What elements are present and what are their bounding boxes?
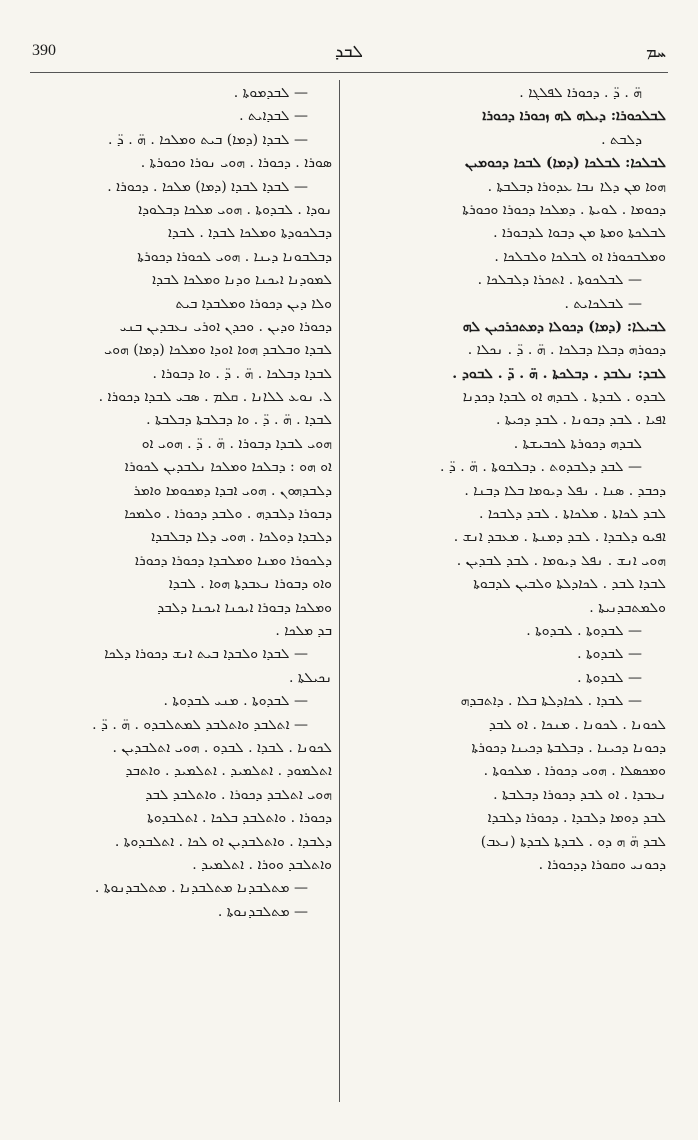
text-line: ܕܟܘܢܝ ܘܩܘܪܐ ܕܕܟܘܪܐ .	[538, 856, 666, 873]
text-line: ܠܟܘܢܐ . ܠܟܘܢܐ . ܡܢܟܐ . ܐܘ ܠܒܕ	[488, 716, 666, 733]
text-line: ܘܠܡܬܒܕܢܝܬܐ .	[589, 599, 666, 616]
text-line: ܐܦܝܘ ܕܠܒܕܐ . ܠܒܕ ܕܡܢܬܐ . ܡܥܒܕ ܐܢܫ .	[453, 529, 666, 546]
text-line: ܢܘܕܐ . ܠܒܕܘܬܐ . ܗܘܝ ܡܠܟܐ ܕܒܠܘܕܐ	[138, 201, 332, 218]
text-line: ܠܡܘܕܢܐ ܐܝܟܢܐ ܘܕܢܐ ܘܡܠܟܐ ܠܒܕܐ	[152, 272, 332, 289]
text-line: ܕܟܘܡܐ . ܠܘܝܬܐ . ܕܡܠܟܐ ܕܟܘܪܐ ܘܟܘܪܬܐ	[462, 201, 666, 218]
text-line: ܘܡܟܣܠܐ . ܗܘܝ ܕܟܘܪܐ . ܡܠܟܘܬܐ .	[483, 763, 666, 780]
text-line: — ܡܬܠܒܕܢܘܬܐ .	[217, 903, 308, 920]
text-line: ܕܟܘܢܐ ܕܟܝܢܐ . ܕܒܠܒܬܐ ܕܟܝܢܐ ܕܟܘܪܬܐ	[471, 739, 666, 756]
column-divider	[339, 80, 340, 1102]
text-line: — ܠܒܕܡܘܬܐ .	[233, 85, 308, 101]
text-line: ܠܒܕܐ ܠܒܕ . ܠܟܐܕܠܬܐ ܘܠܒܝܢ ܠܕܒܘܬܐ	[473, 576, 666, 593]
left-column	[30, 82, 332, 924]
text-line: ܣܘܪܐ . ܕܟܘܪܐ . ܗܘܝ ܢܘܪܐ ܘܟܘܪܬܐ .	[140, 155, 332, 172]
text-line: — ܠܒܕܐ ܠܒܕܐ (ܕܡܐ) ܡܠܟܐ . ܕܟܘܪܐ .	[107, 178, 308, 195]
text-line: — ܠܒܕܐ (ܕܡܐ) ܒܝܬ ܘܡܠܟܐ . ܗ̈ . ܕ̈ .	[108, 131, 308, 148]
text-line: — ܠܒܕܘܬܐ .	[577, 646, 642, 663]
text-line: ܗܘܐ ܡܢ ܕܠܐ ܢܒܐ ܥܕܘܪܐ ܕܒܠܒܬܐ .	[487, 178, 666, 195]
text-line: ܗ̈ . ܕ̈ . ܕܟܘܪܐ ܠܦܠܓܐ .	[519, 85, 642, 101]
text-line: ܐܘ ܗܘ : ܕܒܠܟܐ ܘܡܠܟܐ ܢܠܒܕܝܢ ܠܟܘܪܐ	[124, 459, 332, 476]
text-line: ܘܠܐ ܕܝܢ ܕܟܘܪܐ ܘܡܠܒܕܐ ܒܝܬ	[175, 295, 332, 312]
text-line: ܘܐܘ ܕܒܘܪܐ ܢܥܒܕܬܐ ܗܘܐ . ܠܒܕܐ	[168, 576, 332, 593]
text-line: — ܠܒܕܘܬܐ . ܡܢܝ ܠܒܕܘܬܐ .	[163, 693, 308, 710]
text-line: ܘܡܠܒܟܘܪܐ ܐܘ ܠܒܠܟܐ ܘܠܒܠܟܐ .	[494, 248, 666, 265]
page-number: 390	[32, 42, 56, 59]
text-line: ܠܒܕܐ ܕܒܠܟܐ . ܗ̈ . ܕ̈ . ܘܐ ܕܒܘܪܐ .	[152, 365, 332, 382]
text-line: ܠܒܕܘ . ܠܒܕܬܐ . ܠܒܕܗ ܐܘ ܠܒܕܐ ܕܟܕܢܐ	[462, 389, 666, 406]
text-line: ܢܟܝܠܬܐ .	[289, 669, 332, 686]
text-line: ܕܠܒܕܗܘܢ . ܗܘܝ ܐܒܕܐ ܕܡܟܘܡܐ ܘܐܡܪ	[133, 482, 332, 499]
page-header	[32, 42, 666, 66]
text-line: — ܐܬܠܒܕ ܘܐܬܠܒܕ ܠܡܬܠܒܕܘ . ܗ̈ . ܕ̈ .	[92, 716, 308, 733]
text-line: ܕܠܒܕܐ . ܘܐܬܠܒܕܝܢ ܐܘ ܠܟܐ . ܐܬܠܒܕܘܬܐ .	[114, 833, 332, 850]
text-line: ܠܒܕܐ ܘܒܠܒܕ ܗܘܐ ܐܘܕܐ ܘܡܠܟܐ (ܕܡܐ) ܗܘܝ	[104, 342, 332, 359]
text-line: — ܠܒܕܘܬܐ . ܠܒܕܘܬܐ .	[526, 622, 642, 639]
text-line: — ܠܒܠܟܘܬܐ . ܐܬܟܪܐ ܕܠܒܠܟܐ .	[477, 272, 642, 289]
text-line: ܗܘܝ ܠܒܕܐ ܕܒܘܪܐ . ܗ̈ . ܕ̈ . ܗܘܝ ܐܘ	[141, 435, 332, 452]
right-column	[348, 82, 666, 877]
entry-headword-line: ܠܒܠܟܐ: ܠܒܠܟܐ (ܕܡܐ) ܠܒܟܐ ܕܟܘܡܝܢ	[465, 155, 666, 172]
text-line: ܢܥܒܕܐ . ܐܘ ܠܒܕ ܕܟܘܪܐ ܕܒܠܒܬܐ .	[493, 786, 666, 803]
text-line: ܐܦܝܐ . ܠܒܕ ܕܒܘܢܐ . ܠܒܕ ܕܟܝܬܐ .	[495, 412, 666, 429]
text-line: ܠܒܕܗ ܕܟܘܪܬܐ ܠܟܒܝܫܬܐ .	[513, 435, 642, 452]
entry-headword-line: ܠܒܠܟܘܪܐ: ܕܝܠܗ ܠܗ ܙܟܘܪܐ ܕܟܘܪܐ	[482, 108, 666, 125]
text-line: — ܡܬܠܒܕܢܐ ܡܬܠܒܕܢܐ . ܡܬܠܒܕܢܘܬܐ .	[94, 880, 308, 897]
text-line: ܕܟܘܪܗ ܕܒܠܐ ܕܒܠܟܐ . ܗ̈ . ܕ̈ . ܢܟܠܐ .	[467, 342, 666, 359]
text-line: — ܠܒܕ ܕܠܒܕܘܬ . ܕܒܠܒܘܬܐ . ܗ̈ . ܕ̈ .	[439, 459, 642, 476]
text-line: ܐܬܠܡܘܕ . ܐܬܠܡܝܕ . ܐܬܠܡܝܕ . ܘܐܬܒܕ	[125, 763, 332, 780]
text-line: — ܠܒܕܐ ܘܠܒܕܐ ܒܝܬ ܐܢܫ ܕܟܘܪܐ ܕܠܟܐ	[104, 646, 308, 663]
running-head: ܠܒܕ	[335, 42, 363, 62]
text-line: ܘܐܬܠܒܕ ܘܘܪܐ . ܐܬܠܡܝܕ .	[192, 856, 332, 873]
text-line: ܠ. ܢܘܥ ܠܠܐܢܐ . ܩܠܡ . ܣܒܝ ܠܒܕܐ ܕܟܘܪܐ .	[98, 389, 332, 406]
text-line: ܒܕ ܡܠܟܐ .	[275, 622, 332, 639]
text-line: ܗܘܝ ܐܬܠܒܕ ܕܟܘܪܐ . ܘܐܬܠܒܕ ܠܒܕ	[145, 786, 332, 803]
text-line: ܠܒܕ ܠܟܐܬܐ . ܡܠܟܐܬܐ . ܠܒܕ ܕܠܒܟܐ .	[478, 506, 666, 523]
header-rule	[30, 72, 668, 73]
text-line: ܠܒܕ ܕܘܡܐ ܕܠܒܕܐ . ܕܟܘܪܐ ܕܠܒܕܐ	[487, 810, 666, 827]
text-line: ܕܟܘܪܐ ܘܕܝܢ . ܘܟܕܢ ܐܘܪܝ ܢܥܒܕܝܢ ܒܢܝ	[119, 318, 332, 335]
text-line: ܘܡܠܟܐ ܕܒܘܪܐ ܐܝܟܢܐ ܐܝܟܢܐ ܕܠܒܕ	[157, 599, 332, 616]
entry-headword-line: ܠܒܕ: ܢܠܒܕ . ܕܒܠܟܬܐ . ܗ̈ . ܕ̈ . ܠܒܘܕ .	[452, 365, 666, 382]
text-line: ܗܘܝ ܐܢܫ . ܢܦܠ ܕܝܘܡܐ . ܠܒܕ ܠܒܕܝܢ .	[456, 552, 666, 569]
text-line: ܕܒܠܒܘܢܐ ܕܝܢܐ . ܗܘܝ ܠܟܘܪܐ ܕܟܘܪܬܐ	[137, 248, 332, 265]
text-line: ܕܠܒܕܐ ܕܘܠܟܐ . ܗܘܝ ܕܠܐ ܕܒܠܒܕܐ	[151, 529, 332, 546]
text-line: ܠܒܕ ܗ̈ ܗ ܕܘ . ܠܒܕܬܐ ܠܒܕܬܐ (ܢܥܒ)	[480, 833, 666, 850]
text-line: — ܠܒܕܐ . ܠܟܐܕܠܬܐ ܒܠܐ . ܕܐܬܒܕܗ	[460, 693, 642, 710]
running-head-right: ܚܡ	[646, 42, 666, 61]
text-line: ܠܒܕܐ . ܗ̈ . ܕ̈ . ܘܐ ܕܒܠܒܬܐ ܕܒܠܒܬܐ .	[146, 412, 332, 429]
text-line: ܠܟܘܢܐ . ܠܒܕܐ . ܠܒܕܘ . ܗܘܝ ܐܬܠܒܕܝܢ .	[112, 739, 332, 756]
text-line: ܕܟܘܪܐ . ܘܐܬܠܒܕ ܒܠܟܐ . ܐܬܠܒܕܘܬܐ	[147, 810, 332, 827]
text-line: — ܠܒܕܘܬܐ .	[577, 669, 642, 686]
entry-headword-line: ܠܒܝܠܐ: (ܕܡܐ) ܕܟܘܠܐ ܕܡܬܟܪܟܝܢ ܠܗ	[462, 318, 666, 335]
text-line: — ܠܒܠܟܐܝܬ .	[564, 295, 642, 312]
text-line: ܕܒܘܪܐ ܕܠܒܕܗ . ܘܠܒܕ ܕܟܘܪܐ . ܘܠܡܟܐ	[124, 506, 332, 523]
text-line: ܕܒܠܟܘܕܬܐ ܘܡܠܟܐ ܠܒܕܐ . ܠܒܕܐ	[167, 225, 332, 242]
text-line: — ܠܒܕܐܝܬ .	[239, 108, 308, 125]
text-line: ܕܠܒܬ .	[601, 131, 642, 148]
text-line: ܕܠܟܘܪܐ ܘܡܢܐ ܘܡܠܒܕܐ ܕܟܘܪܐ ܕܟܘܪܐ	[134, 552, 332, 569]
text-line: ܠܒܠܟܬܐ ܘܡܬܐ ܡܢ ܕܒܘܐ ܠܕܒܘܪܐ .	[493, 225, 666, 242]
text-line: ܕܟܒܕ . ܣܢܐ . ܢܦܠ ܕܝܘܡܐ ܒܠܐ ܕܒܢܐ .	[464, 482, 666, 499]
